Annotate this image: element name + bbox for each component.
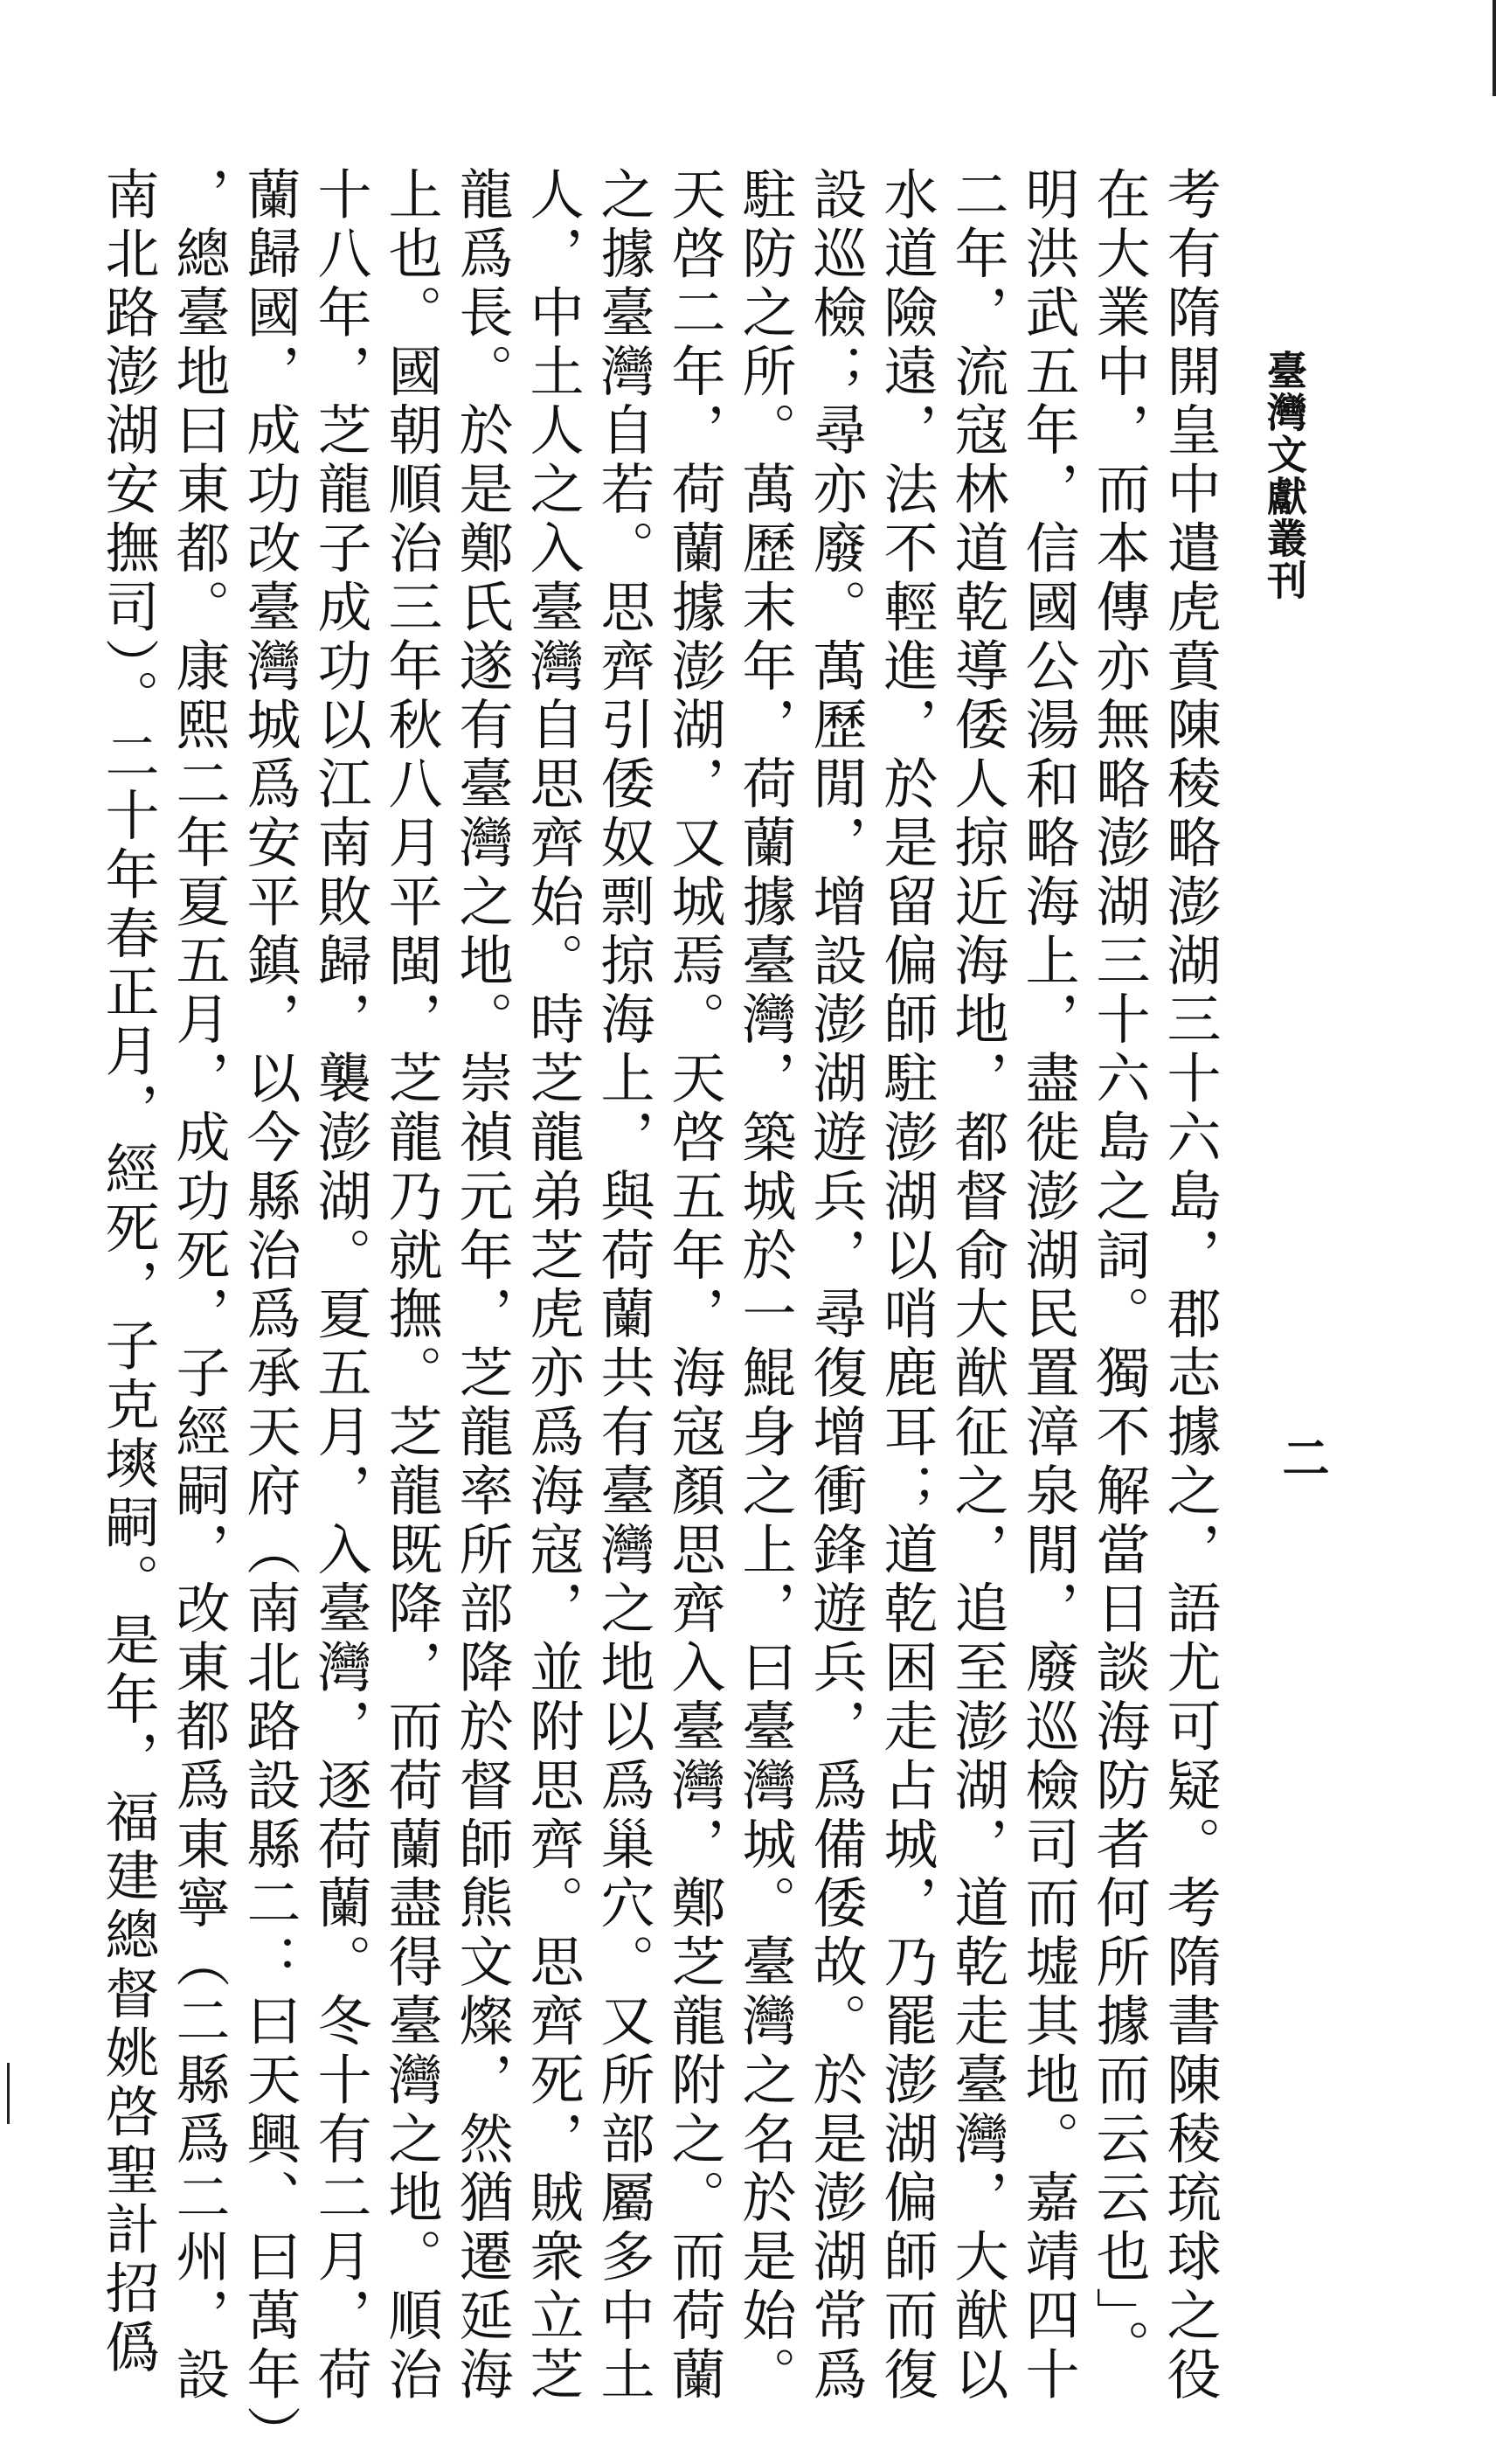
text-column: 駐防之所。萬歷末年，荷蘭據臺灣，築城於一鯤身之上，曰臺灣城。臺灣之名於是始。 — [733, 166, 797, 2405]
text-column: 明洪武五年，信國公湯和略海上，盡徙澎湖民置漳泉閒，廢巡檢司而墟其地。嘉靖四十 — [1016, 166, 1080, 2405]
text-column: 上也。國朝順治三年秋八月平閩，芝龍乃就撫。芝龍既降，而荷蘭盡得臺灣之地。順治 — [379, 166, 443, 2405]
text-column: 設巡檢；尋亦廢。萬歷閒，增設澎湖遊兵，尋復增衝鋒遊兵，爲備倭故。於是澎湖常爲 — [804, 166, 868, 2405]
body-text — [96, 166, 1225, 2464]
text-column: ，總臺地曰東都。康熙二年夏五月，成功死，子經嗣，改東都爲東寧（二縣爲二州，設 — [167, 166, 231, 2405]
running-header-title: 臺灣文獻叢刊 — [1261, 350, 1308, 601]
text-column: 二年，流寇林道乾導倭人掠近海地，都督俞大猷征之，追至澎湖，道乾走臺灣，大猷以 — [945, 166, 1009, 2405]
text-column: 南北路澎湖安撫司）。二十年春正月，經死，子克塽嗣。是年，福建總督姚啓聖計招僞 — [96, 166, 160, 2378]
text-column: 之據臺灣自若。思齊引倭奴剽掠海上，與荷蘭共有臺灣之地以爲巢穴。又所部屬多中土 — [592, 166, 655, 2405]
text-column: 考有隋開皇中遣虎賁陳稜略澎湖三十六島，郡志據之，語尤可疑。考隋書陳稜琉球之役 — [1158, 166, 1222, 2405]
text-column: 水道險遠，法不輕進，於是留偏師駐澎湖以哨鹿耳；道乾困走占城，乃罷澎湖偏師而復 — [875, 166, 938, 2405]
scan-edge-mark — [1493, 0, 1496, 96]
scan-edge-mark — [7, 2063, 10, 2124]
text-column: 龍爲長。於是鄭氏遂有臺灣之地。崇禎元年，芝龍率所部降於督師熊文燦，然猶遷延海 — [450, 166, 514, 2405]
text-column: 蘭歸國，成功改臺灣城爲安平鎮，以今縣治爲承天府（南北路設縣二：曰天興、曰萬年） — [238, 166, 301, 2464]
text-column: 在大業中，而本傳亦無略澎湖三十六島之詞。獨不解當日談海防者何所據而云云也」。 — [1087, 166, 1151, 2378]
page-number: 二 — [1275, 1433, 1330, 1481]
text-column: 天啓二年，荷蘭據澎湖，又城焉。天啓五年，海寇顏思齊入臺灣，鄭芝龍附之。而荷蘭 — [662, 166, 726, 2405]
text-column: 十八年，芝龍子成功以江南敗歸，襲澎湖。夏五月，入臺灣，逐荷蘭。冬十有二月，荷 — [308, 166, 372, 2405]
text-column: 人，中土人之入臺灣自思齊始。時芝龍弟芝虎亦爲海寇，並附思齊。思齊死，賊衆立芝 — [521, 166, 585, 2405]
